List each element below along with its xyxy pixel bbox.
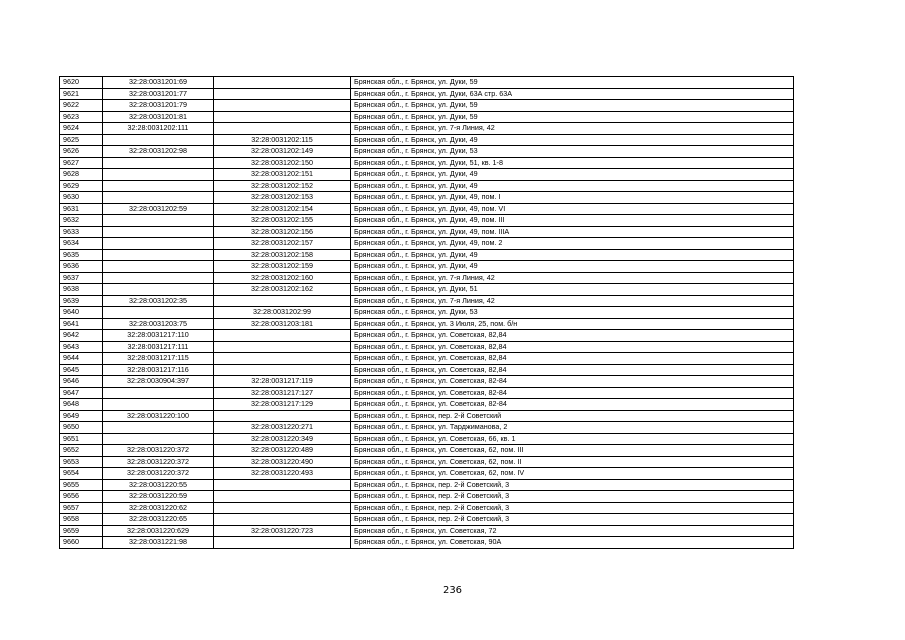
cadastral-number-cell: 32:28:0031220:65 [103,514,214,526]
register-table-body [60,77,794,549]
address-cell: Брянская обл., г. Брянск, ул. Дуки, 53 [351,146,794,158]
related-cadastral-number-cell: 32:28:0031217:129 [214,399,351,411]
cadastral-number-cell [103,399,214,411]
table-row [60,123,794,135]
address-cell: Брянская обл., г. Брянск, пер. 2-й Советский, 3 [351,491,794,503]
row-number-cell: 9652 [60,445,103,457]
row-number-cell: 9634 [60,238,103,250]
related-cadastral-number-cell: 32:28:0031202:154 [214,203,351,215]
address-cell: Брянская обл., г. Брянск, ул. Дуки, 49, пом. VI [351,203,794,215]
row-number-cell: 9627 [60,157,103,169]
cadastral-number-cell: 32:28:0031203:75 [103,318,214,330]
row-number-cell: 9646 [60,376,103,388]
table-row [60,479,794,491]
table-row [60,468,794,480]
cadastral-number-cell: 32:28:0031220:372 [103,456,214,468]
related-cadastral-number-cell: 32:28:0031202:160 [214,272,351,284]
related-cadastral-number-cell: 32:28:0031220:490 [214,456,351,468]
related-cadastral-number-cell: 32:28:0031220:723 [214,525,351,537]
table-row [60,100,794,112]
address-cell: Брянская обл., г. Брянск, ул. Дуки, 49, пом. I [351,192,794,204]
cadastral-number-cell: 32:28:0031217:111 [103,341,214,353]
cadastral-number-cell [103,284,214,296]
table-row [60,525,794,537]
table-row [60,422,794,434]
address-cell: Брянская обл., г. Брянск, ул. 3 Июля, 25, пом. б/н [351,318,794,330]
cadastral-number-cell: 32:28:0031220:372 [103,445,214,457]
related-cadastral-number-cell [214,502,351,514]
table-row [60,203,794,215]
cadastral-number-cell [103,226,214,238]
address-cell: Брянская обл., г. Брянск, ул. Советская, 82-84 [351,387,794,399]
related-cadastral-number-cell: 32:28:0031217:127 [214,387,351,399]
table-row [60,537,794,549]
table-row [60,238,794,250]
address-cell: Брянская обл., г. Брянск, ул. 7-я Линия, 42 [351,123,794,135]
cadastral-number-cell: 32:28:0031201:69 [103,77,214,89]
cadastral-number-cell [103,433,214,445]
row-number-cell: 9635 [60,249,103,261]
row-number-cell: 9642 [60,330,103,342]
address-cell: Брянская обл., г. Брянск, ул. Советская, 62, пом. IV [351,468,794,480]
row-number-cell: 9641 [60,318,103,330]
row-number-cell: 9640 [60,307,103,319]
table-row [60,410,794,422]
row-number-cell: 9639 [60,295,103,307]
table-row [60,146,794,158]
related-cadastral-number-cell: 32:28:0031220:489 [214,445,351,457]
row-number-cell: 9656 [60,491,103,503]
cadastral-number-cell: 32:28:0031201:77 [103,88,214,100]
cadastral-number-cell [103,422,214,434]
related-cadastral-number-cell [214,77,351,89]
related-cadastral-number-cell: 32:28:0031220:493 [214,468,351,480]
related-cadastral-number-cell: 32:28:0031203:181 [214,318,351,330]
address-cell: Брянская обл., г. Брянск, пер. 2-й Советский [351,410,794,422]
table-row [60,387,794,399]
related-cadastral-number-cell [214,123,351,135]
row-number-cell: 9622 [60,100,103,112]
table-row [60,514,794,526]
address-cell: Брянская обл., г. Брянск, ул. Советская, 62, пом. III [351,445,794,457]
table-row [60,318,794,330]
address-cell: Брянская обл., г. Брянск, ул. Дуки, 49 [351,261,794,273]
related-cadastral-number-cell [214,295,351,307]
address-cell: Брянская обл., г. Брянск, ул. Советская, 82-84 [351,399,794,411]
address-cell: Брянская обл., г. Брянск, ул. Советская, 82,84 [351,353,794,365]
related-cadastral-number-cell: 32:28:0031202:159 [214,261,351,273]
address-cell: Брянская обл., г. Брянск, ул. Дуки, 59 [351,100,794,112]
row-number-cell: 9630 [60,192,103,204]
table-row [60,376,794,388]
table-row [60,77,794,89]
cadastral-register-table [59,76,794,549]
cadastral-number-cell [103,238,214,250]
cadastral-number-cell [103,169,214,181]
related-cadastral-number-cell: 32:28:0031202:153 [214,192,351,204]
address-cell: Брянская обл., г. Брянск, ул. Советская, 82-84 [351,376,794,388]
cadastral-number-cell [103,192,214,204]
related-cadastral-number-cell: 32:28:0031220:349 [214,433,351,445]
cadastral-number-cell: 32:28:0031221:98 [103,537,214,549]
address-cell: Брянская обл., г. Брянск, ул. Советская, 66, кв. 1 [351,433,794,445]
cadastral-number-cell: 32:28:0031201:79 [103,100,214,112]
cadastral-number-cell: 32:28:0031220:372 [103,468,214,480]
row-number-cell: 9621 [60,88,103,100]
related-cadastral-number-cell [214,491,351,503]
cadastral-number-cell: 32:28:0031220:62 [103,502,214,514]
cadastral-number-cell: 32:28:0031220:629 [103,525,214,537]
related-cadastral-number-cell: 32:28:0031202:149 [214,146,351,158]
table-row [60,307,794,319]
related-cadastral-number-cell [214,479,351,491]
address-cell: Брянская обл., г. Брянск, ул. Дуки, 59 [351,77,794,89]
cadastral-number-cell [103,180,214,192]
cadastral-number-cell: 32:28:0031217:110 [103,330,214,342]
row-number-cell: 9660 [60,537,103,549]
page-number: 236 [442,585,463,596]
address-cell: Брянская обл., г. Брянск, ул. Дуки, 49 [351,180,794,192]
address-cell: Брянская обл., г. Брянск, ул. Дуки, 51 [351,284,794,296]
address-cell: Брянская обл., г. Брянск, ул. Дуки, 49, пом. 2 [351,238,794,250]
related-cadastral-number-cell [214,537,351,549]
address-cell: Брянская обл., г. Брянск, ул. Советская, 62, пом. II [351,456,794,468]
table-row [60,88,794,100]
row-number-cell: 9655 [60,479,103,491]
row-number-cell: 9647 [60,387,103,399]
cadastral-number-cell: 32:28:0031217:116 [103,364,214,376]
row-number-cell: 9648 [60,399,103,411]
address-cell: Брянская обл., г. Брянск, ул. Дуки, 49, пом. III [351,215,794,227]
row-number-cell: 9636 [60,261,103,273]
row-number-cell: 9633 [60,226,103,238]
table-row [60,157,794,169]
cadastral-number-cell: 32:28:0031202:111 [103,123,214,135]
table-row [60,284,794,296]
table-row [60,330,794,342]
address-cell: Брянская обл., г. Брянск, ул. Тарджиманова, 2 [351,422,794,434]
cadastral-number-cell [103,272,214,284]
address-cell: Брянская обл., г. Брянск, ул. Советская, 82,84 [351,341,794,353]
table-row [60,134,794,146]
row-number-cell: 9623 [60,111,103,123]
table-row [60,261,794,273]
table-row [60,353,794,365]
cadastral-number-cell: 32:28:0031220:55 [103,479,214,491]
table-row [60,180,794,192]
address-cell: Брянская обл., г. Брянск, ул. Дуки, 49 [351,134,794,146]
cadastral-number-cell: 32:28:0031202:59 [103,203,214,215]
cadastral-number-cell [103,249,214,261]
related-cadastral-number-cell: 32:28:0031202:157 [214,238,351,250]
related-cadastral-number-cell [214,88,351,100]
cadastral-number-cell [103,134,214,146]
row-number-cell: 9625 [60,134,103,146]
table-row [60,433,794,445]
row-number-cell: 9658 [60,514,103,526]
address-cell: Брянская обл., г. Брянск, пер. 2-й Советский, 3 [351,502,794,514]
cadastral-number-cell: 32:28:0031220:59 [103,491,214,503]
table-row [60,456,794,468]
cadastral-number-cell: 32:28:0031220:100 [103,410,214,422]
row-number-cell: 9620 [60,77,103,89]
row-number-cell: 9649 [60,410,103,422]
row-number-cell: 9631 [60,203,103,215]
row-number-cell: 9624 [60,123,103,135]
table-row [60,226,794,238]
table-row [60,502,794,514]
table-row [60,491,794,503]
table-row [60,215,794,227]
table-row [60,192,794,204]
address-cell: Брянская обл., г. Брянск, ул. Дуки, 51, кв. 1-8 [351,157,794,169]
row-number-cell: 9628 [60,169,103,181]
related-cadastral-number-cell [214,330,351,342]
table-row [60,341,794,353]
table-row [60,364,794,376]
row-number-cell: 9650 [60,422,103,434]
related-cadastral-number-cell [214,100,351,112]
address-cell: Брянская обл., г. Брянск, пер. 2-й Советский, 3 [351,514,794,526]
row-number-cell: 9644 [60,353,103,365]
cadastral-number-cell: 32:28:0031202:35 [103,295,214,307]
related-cadastral-number-cell: 32:28:0031202:151 [214,169,351,181]
related-cadastral-number-cell: 32:28:0031202:155 [214,215,351,227]
row-number-cell: 9638 [60,284,103,296]
cadastral-number-cell: 32:28:0031202:98 [103,146,214,158]
row-number-cell: 9657 [60,502,103,514]
address-cell: Брянская обл., г. Брянск, ул. Советская, 82,84 [351,330,794,342]
related-cadastral-number-cell: 32:28:0031220:271 [214,422,351,434]
row-number-cell: 9643 [60,341,103,353]
table-row [60,111,794,123]
related-cadastral-number-cell: 32:28:0031202:150 [214,157,351,169]
address-cell: Брянская обл., г. Брянск, ул. Советская, 82,84 [351,364,794,376]
related-cadastral-number-cell: 32:28:0031217:119 [214,376,351,388]
related-cadastral-number-cell [214,364,351,376]
related-cadastral-number-cell [214,410,351,422]
cadastral-number-cell: 32:28:0030904:397 [103,376,214,388]
related-cadastral-number-cell: 32:28:0031202:162 [214,284,351,296]
address-cell: Брянская обл., г. Брянск, ул. Дуки, 59 [351,111,794,123]
address-cell: Брянская обл., г. Брянск, пер. 2-й Советский, 3 [351,479,794,491]
table-row [60,295,794,307]
table-row [60,249,794,261]
row-number-cell: 9637 [60,272,103,284]
address-cell: Брянская обл., г. Брянск, ул. Советская, 72 [351,525,794,537]
cadastral-number-cell [103,387,214,399]
row-number-cell: 9632 [60,215,103,227]
related-cadastral-number-cell [214,353,351,365]
related-cadastral-number-cell [214,111,351,123]
row-number-cell: 9626 [60,146,103,158]
table-row [60,272,794,284]
address-cell: Брянская обл., г. Брянск, ул. 7-я Линия, 42 [351,272,794,284]
row-number-cell: 9629 [60,180,103,192]
cadastral-number-cell [103,261,214,273]
related-cadastral-number-cell: 32:28:0031202:99 [214,307,351,319]
address-cell: Брянская обл., г. Брянск, ул. Дуки, 49, пом. IIIA [351,226,794,238]
cadastral-number-cell [103,307,214,319]
related-cadastral-number-cell: 32:28:0031202:158 [214,249,351,261]
table-row [60,399,794,411]
related-cadastral-number-cell [214,341,351,353]
row-number-cell: 9653 [60,456,103,468]
cadastral-number-cell [103,215,214,227]
row-number-cell: 9651 [60,433,103,445]
address-cell: Брянская обл., г. Брянск, ул. Дуки, 49 [351,169,794,181]
table-row [60,169,794,181]
address-cell: Брянская обл., г. Брянск, ул. Дуки, 49 [351,249,794,261]
address-cell: Брянская обл., г. Брянск, ул. Дуки, 63А стр. 63А [351,88,794,100]
address-cell: Брянская обл., г. Брянск, ул. 7-я Линия, 42 [351,295,794,307]
related-cadastral-number-cell: 32:28:0031202:152 [214,180,351,192]
related-cadastral-number-cell: 32:28:0031202:156 [214,226,351,238]
row-number-cell: 9654 [60,468,103,480]
cadastral-number-cell [103,157,214,169]
row-number-cell: 9645 [60,364,103,376]
related-cadastral-number-cell: 32:28:0031202:115 [214,134,351,146]
table-row [60,445,794,457]
address-cell: Брянская обл., г. Брянск, ул. Советская, 90А [351,537,794,549]
cadastral-number-cell: 32:28:0031201:81 [103,111,214,123]
related-cadastral-number-cell [214,514,351,526]
address-cell: Брянская обл., г. Брянск, ул. Дуки, 53 [351,307,794,319]
row-number-cell: 9659 [60,525,103,537]
cadastral-number-cell: 32:28:0031217:115 [103,353,214,365]
